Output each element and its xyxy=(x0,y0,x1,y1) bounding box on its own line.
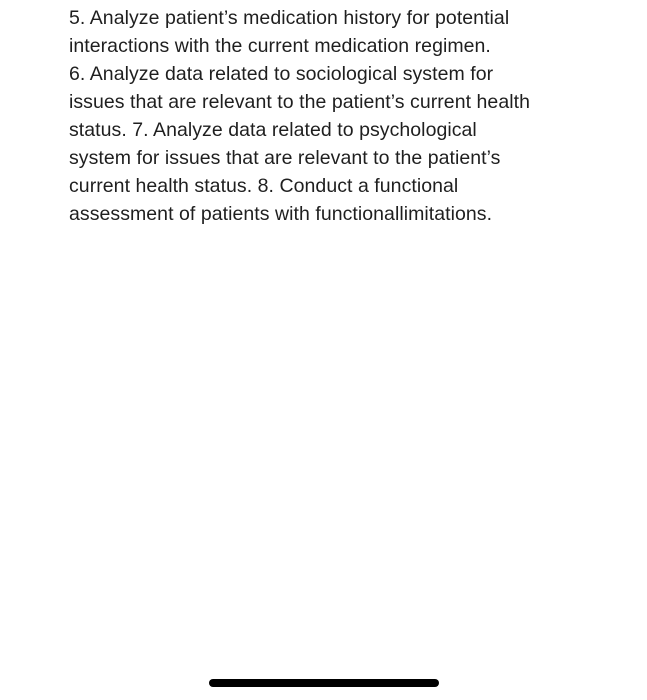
text-line-3: 6. Analyze data related to sociological system for xyxy=(69,63,494,85)
text-line-5: status. 7. Analyze data related to psychological xyxy=(69,119,477,141)
text-line-7: current health status. 8. Conduct a functional xyxy=(69,175,459,197)
document-text xyxy=(69,4,609,228)
text-line-8: assessment of patients with functionallimitations. xyxy=(69,203,493,225)
home-indicator-bar[interactable] xyxy=(209,679,439,687)
text-line-6: system for issues that are relevant to the patient’s xyxy=(69,147,501,169)
text-line-1: 5. Analyze patient’s medication history for potential xyxy=(69,7,510,29)
text-line-2: interactions with the current medication regimen. xyxy=(69,35,491,57)
text-line-4: issues that are relevant to the patient’s current health xyxy=(69,91,530,113)
